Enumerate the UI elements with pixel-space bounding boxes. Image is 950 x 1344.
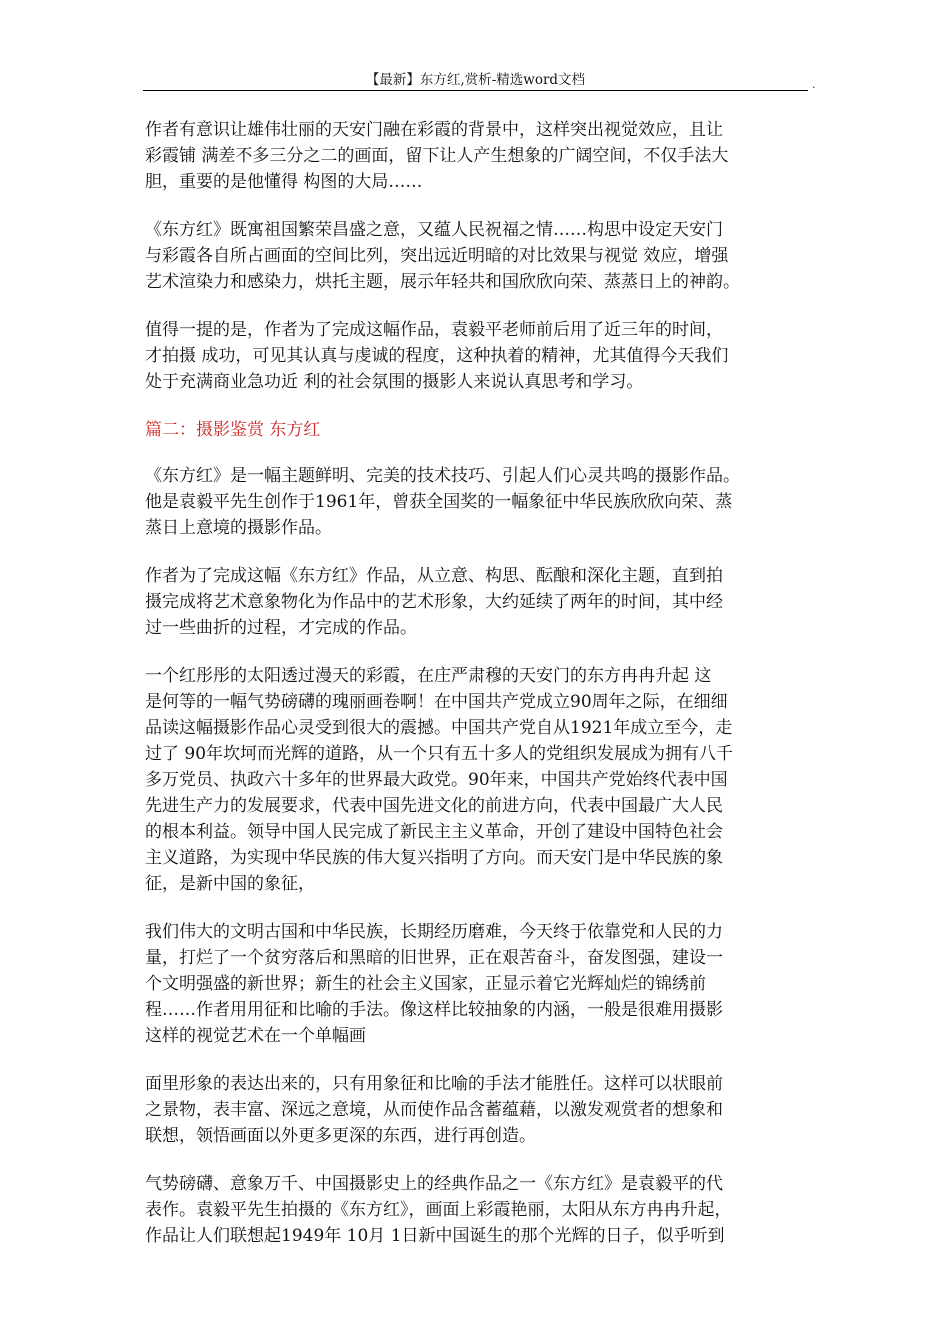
- section-heading: 篇二：摄影鉴赏 东方红: [145, 420, 321, 440]
- header-mark: .: [812, 78, 816, 91]
- paragraph: 一个红彤彤的太阳透过漫天的彩霞，在庄严肃穆的天安门的东方冉冉升起 这 是何等的一幅气势磅礴的瑰丽画卷啊！在中国共产党成立90周年之际，在细细 品读这幅摄影作品心灵受到很大的震撼。中国共产党自从1921年成立至今，走 过了 90年坎坷而光辉的道路，从一个只有五十多人的党组织发展成为拥有八千 多万党员、执政六十多年的世界最大政党。90年来，中国共产党始终代表中国 先进生产力的发展要求，代表中国先进文化的前进方向，代表中国最广大人民 的根本利益。领导中国人民完成了新民主主义革命，开创了建设中国特色社会 主义道路，为实现中华民族的伟大复兴指明了方向。而天安门是中华民族的象 征，是新中国的象征，: [145, 666, 734, 894]
- paragraph: 气势磅礴、意象万千、中国摄影史上的经典作品之一《东方红》是袁毅平的代 表作。袁毅平先生拍摄的《东方红》，画面上彩霞艳丽，太阳从东方冉冉升起， 作品让人们联想起1949年 10月 1日新中国诞生的那个光辉的日子，似乎听到: [145, 1174, 732, 1246]
- page-header: [143, 70, 808, 91]
- paragraph: 《东方红》是一幅主题鲜明、完美的技术技巧、引起人们心灵共鸣的摄影作品。 他是袁毅平先生创作于1961年，曾获全国奖的一幅象征中华民族欣欣向荣、蒸 蒸日上意境的摄影作品。: [145, 466, 740, 538]
- paragraph: 《东方红》既寓祖国繁荣昌盛之意，又蕴人民祝福之情……构思中设定天安门 与彩霞各自所占画面的空间比列，突出远近明暗的对比效果与视觉 效应，增强 艺术渲染力和感染力，烘托主题，展示年轻共和国欣欣向荣、蒸蒸日上的神韵。: [145, 220, 740, 292]
- paragraph: 作者为了完成这幅《东方红》作品，从立意、构思、酝酿和深化主题，直到拍 摄完成将艺术意象物化为作品中的艺术形象，大约延续了两年的时间，其中经 过一些曲折的过程，才完成的作品。: [145, 566, 723, 638]
- paragraph: 我们伟大的文明古国和中华民族，长期经历磨难，今天终于依靠党和人民的力 量，打烂了一个贫穷落后和黑暗的旧世界，正在艰苦奋斗，奋发图强，建设一 个文明强盛的新世界；新生的社会主义国家，正显示着它光辉灿烂的锦绣前 程……作者用用征和比喻的手法。像这样比较抽象的内涵，一般是很难用摄影 这样的视觉艺术在一个单幅画: [145, 922, 723, 1046]
- paragraph: 值得一提的是，作者为了完成这幅作品，袁毅平老师前后用了近三年的时间， 才拍摄 成功，可见其认真与虔诚的程度，这种执着的精神，尤其值得今天我们 处于充满商业急功近 利的社会氛围的摄影人来说认真思考和学习。: [145, 320, 729, 392]
- document-body: [145, 117, 825, 1271]
- paragraph: 作者有意识让雄伟壮丽的天安门融在彩霞的背景中，这样突出视觉效应，且让 彩霞铺 满差不多三分之二的画面，留下让人产生想象的广阔空间，不仅手法大 胆，重要的是他懂得 构图的大局……: [145, 120, 729, 192]
- document-title: 【最新】东方红,赏析-精选word文档: [365, 72, 586, 88]
- paragraph: 面里形象的表达出来的，只有用象征和比喻的手法才能胜任。这样可以状眼前 之景物，表丰富、深远之意境，从而使作品含蓄蕴藉，以激发观赏者的想象和 联想，领悟画面以外更多更深的东西，进行再创造。: [145, 1074, 723, 1146]
